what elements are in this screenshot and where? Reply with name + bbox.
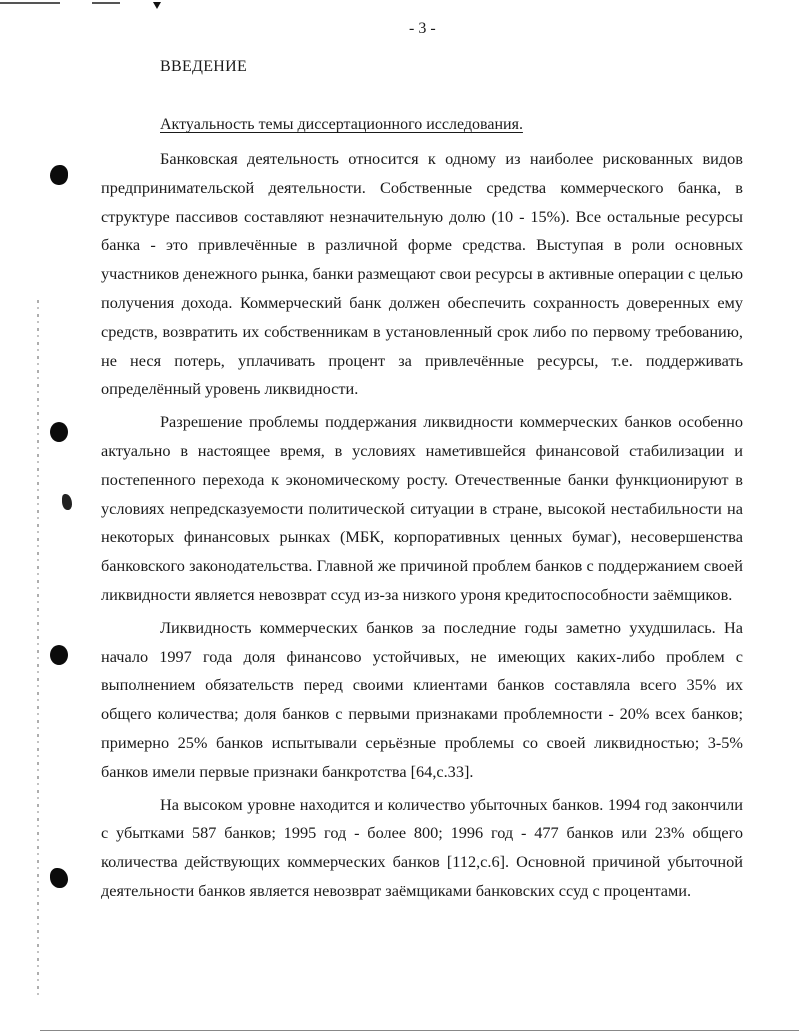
paragraph: Ликвидность коммерческих банков за последние годы заметно ухудшилась. На начало 1997 года доля финансово устойчивых, не имеющих каких-либо проблем с выполнением обязательств перед своими клиентами банков составляла всего 35% их общего количества; доля банков с первыми признаками проблемности - 20% всех банков; примерно 25% банков испытывали серьёзные проблемы со своей ликвидностью; 3-5% банков имели первые признаки банкротства [64,с.33]. [101,617,743,781]
scan-top-rule [0,2,60,4]
page-number: - 3 - [409,20,436,37]
punch-hole-icon [50,645,68,665]
paragraph: Банковская деятельность относится к одному из наиболее рискованных видов предпринимательской деятельности. Собственные средства коммерческого банка, в структуре пассивов составляют незначительную долю (10 - 15%). Все остальные ресурсы банка - это привлечённые в различной форме средства. Выступая в роли основных участников денежного рынка, банки размещают свои ресурсы в активные операции с целью получения дохода. Коммерческий банк должен обеспечить сохранность доверенных ему средств, возвратить их собственникам в установленный срок либо по первому требованию, не неся потерь, уплачивать процент за привлечённые ресурсы, т.е. поддерживать определённый уровень ликвидности. [101,149,743,399]
scan-speck-icon [62,494,72,510]
body-text [101,145,743,910]
paragraph: Разрешение проблемы поддержания ликвидности коммерческих банков особенно актуально в настоящее время, в условиях наметившейся финансовой стабилизации и постепенного перехода к экономическому росту. Отечественные банки функционируют в условиях непредсказуемости политической ситуации в стране, высокой нестабильности на некоторых финансовых рынках (МБК, корпоративных ценных бумаг), несовершенства банковского законодательства. Главной же причиной проблем банков с поддержанием своей ликвидности является невозврат ссуд из-за низкого уроня кредитоспособности заёмщиков. [101,412,743,604]
punch-hole-icon [50,422,68,442]
punch-hole-icon [50,868,68,888]
paragraph: На высоком уровне находится и количество убыточных банков. 1994 год закончили с убытками 587 банков; 1995 год - более 800; 1996 год - 477 банков или 23% общего количества действующих коммерческих банков [112,с.6]. Основной причиной убыточной деятельности банков является невозврат заёмщиками банковских ссуд с процентами. [101,794,743,900]
subsection-heading: Актуальность темы диссертационного исследования. [160,116,523,133]
scan-binding-edge [37,300,39,1000]
punch-hole-icon [50,165,68,185]
scan-top-rule [92,2,120,4]
scan-marker-icon [153,2,161,9]
scan-bottom-rule [40,1030,799,1031]
section-heading: ВВЕДЕНИЕ [160,58,248,75]
